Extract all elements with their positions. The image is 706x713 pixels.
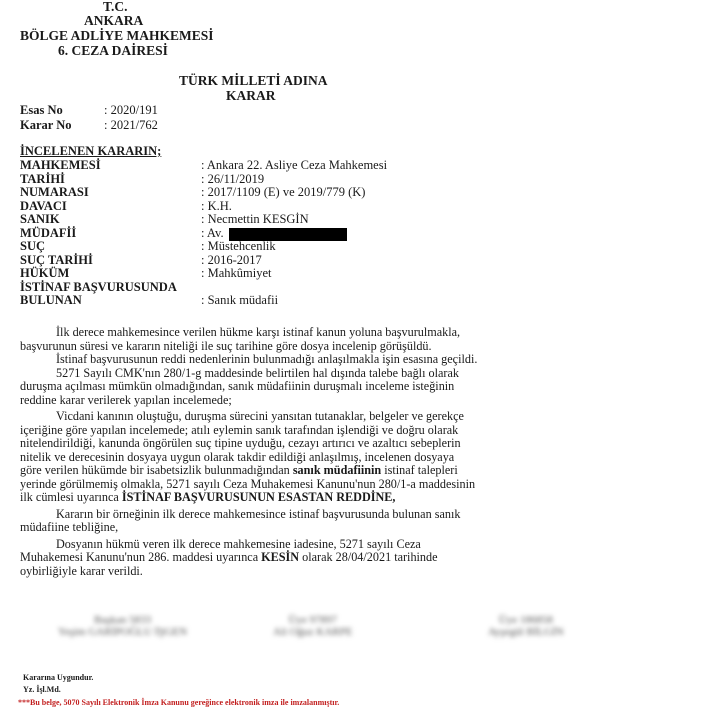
karar-label: Karar No: [20, 118, 72, 132]
field-value: : Av.: [201, 225, 224, 240]
field-row: [20, 186, 420, 200]
text-segment: ilk cümlesi uyarınca: [20, 490, 122, 504]
field-label: HÜKÜM: [20, 266, 70, 280]
paragraph-2: İstinaf başvurusunun reddi nedenlerinin bulunmadığı anlaşılmakla işin esasına geçildi.: [56, 352, 478, 366]
karar-value: : 2021/762: [104, 118, 158, 132]
paragraph-3-line: 5271 Sayılı CMK'nın 280/1-g maddesinde belirtilen hal dışında talebe bağlı olarak: [56, 365, 459, 380]
header-tc: T.C.: [103, 0, 128, 14]
signature-name: Ayşegül BİLGİN: [488, 626, 564, 638]
field-label: MAHKEMESİ: [20, 158, 101, 172]
field-label: SUÇ: [20, 239, 46, 253]
header-court: BÖLGE ADLİYE MAHKEMESİ: [20, 28, 214, 43]
paragraph-6-line: oybirliğiyle karar verildi.: [20, 563, 143, 578]
paragraph-4-line: [20, 464, 680, 478]
paragraph-3-line: reddine karar verilerek yapılan incelemede;: [20, 392, 232, 407]
signature-block: [488, 614, 564, 638]
text-segment: olarak 28/04/2021 tarihinde: [299, 550, 438, 564]
header-city: ANKARA: [84, 13, 144, 28]
field-label: DAVACI: [20, 198, 67, 213]
field-value: : Müstehcenlik: [201, 239, 276, 253]
reviewed-fields: [20, 159, 420, 308]
field-row: [20, 281, 420, 295]
paragraph-6-line: Dosyanın hükmü veren ilk derece mahkemesine iadesine, 5271 sayılı Ceza: [56, 536, 421, 551]
field-value: : Necmettin KESGİN: [201, 212, 309, 226]
field-value: : Mahkûmiyet: [201, 266, 272, 280]
decree-line1: TÜRK MİLLETİ ADINA: [179, 73, 328, 88]
footer-esign-notice: ***Bu belge, 5070 Sayılı Elektronik İmza Kanunu gereğince elektronik imza ile imzalanmıştır.: [18, 698, 340, 707]
signature-title: Üye 97897: [288, 614, 338, 626]
field-row: [20, 294, 420, 308]
field-row: [20, 200, 420, 214]
field-label: SANIK: [20, 212, 60, 226]
paragraph-3-line: duruşma açılması mümkün olmadığından, sanık müdafiinin duruşmalı inceleme isteğinin: [20, 379, 455, 393]
paragraph-4-line: Vicdani kanının oluştuğu, duruşma sürecini yansıtan tutanaklar, belgeler ve gerekçe: [56, 409, 464, 423]
field-value: : Ankara 22. Asliye Ceza Mahkemesi: [201, 158, 388, 172]
field-row: [20, 254, 420, 268]
text-segment: istinaf talepleri: [381, 463, 458, 477]
paragraph-4-line: yerinde görülmemiş olmakla, 5271 sayılı Ceza Muhakemesi Kanunu'nun 280/1-a maddesinin: [20, 476, 476, 491]
field-value: : 26/11/2019: [201, 171, 265, 186]
field-label: NUMARASI: [20, 185, 89, 199]
paragraph-4-line: nitelik ve derecesinin dosyaya uygun olarak takdir edildiği anlaşılmış, incelenen dosyaya: [20, 449, 455, 464]
paragraph-5-line: müdafiine tebliğine,: [20, 520, 119, 534]
field-row: [20, 267, 420, 281]
field-label: SUÇ TARİHİ: [20, 252, 93, 267]
field-value: : 2016-2017: [201, 252, 262, 267]
decree-line2: KARAR: [226, 88, 276, 103]
field-label: İSTİNAF BAŞVURUSUNDA: [20, 279, 177, 294]
signature-block: [58, 614, 187, 638]
field-row: [20, 173, 420, 187]
header-chamber: 6. CEZA DAİRESİ: [58, 43, 168, 58]
signature-title: Üye 186858: [498, 614, 553, 626]
field-label: TARİHİ: [20, 171, 65, 186]
paragraph-1-line: İlk derece mahkemesince verilen hükme karşı istinaf kanun yoluna başvurulmakla,: [56, 325, 461, 339]
paragraph-6-line: [20, 551, 680, 565]
esas-label: Esas No: [20, 103, 63, 117]
body-text: [20, 326, 680, 578]
field-row: [20, 159, 420, 173]
field-label: BULUNAN: [20, 293, 82, 307]
paragraph-4-line: [20, 491, 680, 505]
field-value: : K.H.: [201, 198, 232, 213]
field-value: : 2017/1109 (E) ve 2019/779 (K): [201, 185, 366, 199]
text-bold-segment: sanık müdafiinin: [292, 463, 382, 477]
final-text: KESİN: [261, 550, 300, 564]
reviewed-title: İNCELENEN KARARIN;: [20, 144, 162, 158]
signature-block: [273, 614, 352, 638]
signature-name: Ali Oğuz KARPE: [273, 626, 353, 638]
verdict-text: İSTİNAF BAŞVURUSUNUN ESASTAN REDDİNE,: [121, 490, 396, 504]
signature-name: Yeşim GARİPOĞLU İŞGEN: [58, 626, 188, 638]
signature-title: Başkan 5833: [93, 614, 152, 626]
field-row: [20, 213, 420, 227]
footer-clerk: Yz. İşl.Md.: [23, 685, 61, 694]
esas-value: : 2020/191: [104, 103, 158, 117]
footer-approval: Kararına Uygundur.: [23, 673, 94, 682]
field-label: MÜDAFİİ: [20, 225, 77, 240]
text-segment: göre verilen hükümde bir isabetsizlik bulunmadığından: [20, 463, 293, 477]
field-row: [20, 240, 420, 254]
paragraph-4-line: nitelendirildiği, kanunda öngörülen suç tipine uyduğu, cezayı artırıcı ve azaltıcı sebeplerin: [20, 436, 461, 450]
field-value: : Sanık müdafii: [201, 293, 279, 307]
paragraph-1-line: başvurunun süresi ve kararın niteliği ile suç tarihine göre dosya incelenip görüşüldü.: [20, 338, 432, 353]
field-row: [20, 227, 420, 241]
paragraph-5-line: Kararın bir örneğinin ilk derece mahkemesince istinaf başvurusunda bulunan sanık: [56, 506, 461, 521]
paragraph-4-line: içeriğine göre yapılan incelemede; atılı eylemin sanık tarafından işlendiği ve doğru olarak: [20, 422, 459, 437]
text-segment: Muhakemesi Kanunu'nun 286. maddesi uyarınca: [20, 550, 262, 564]
